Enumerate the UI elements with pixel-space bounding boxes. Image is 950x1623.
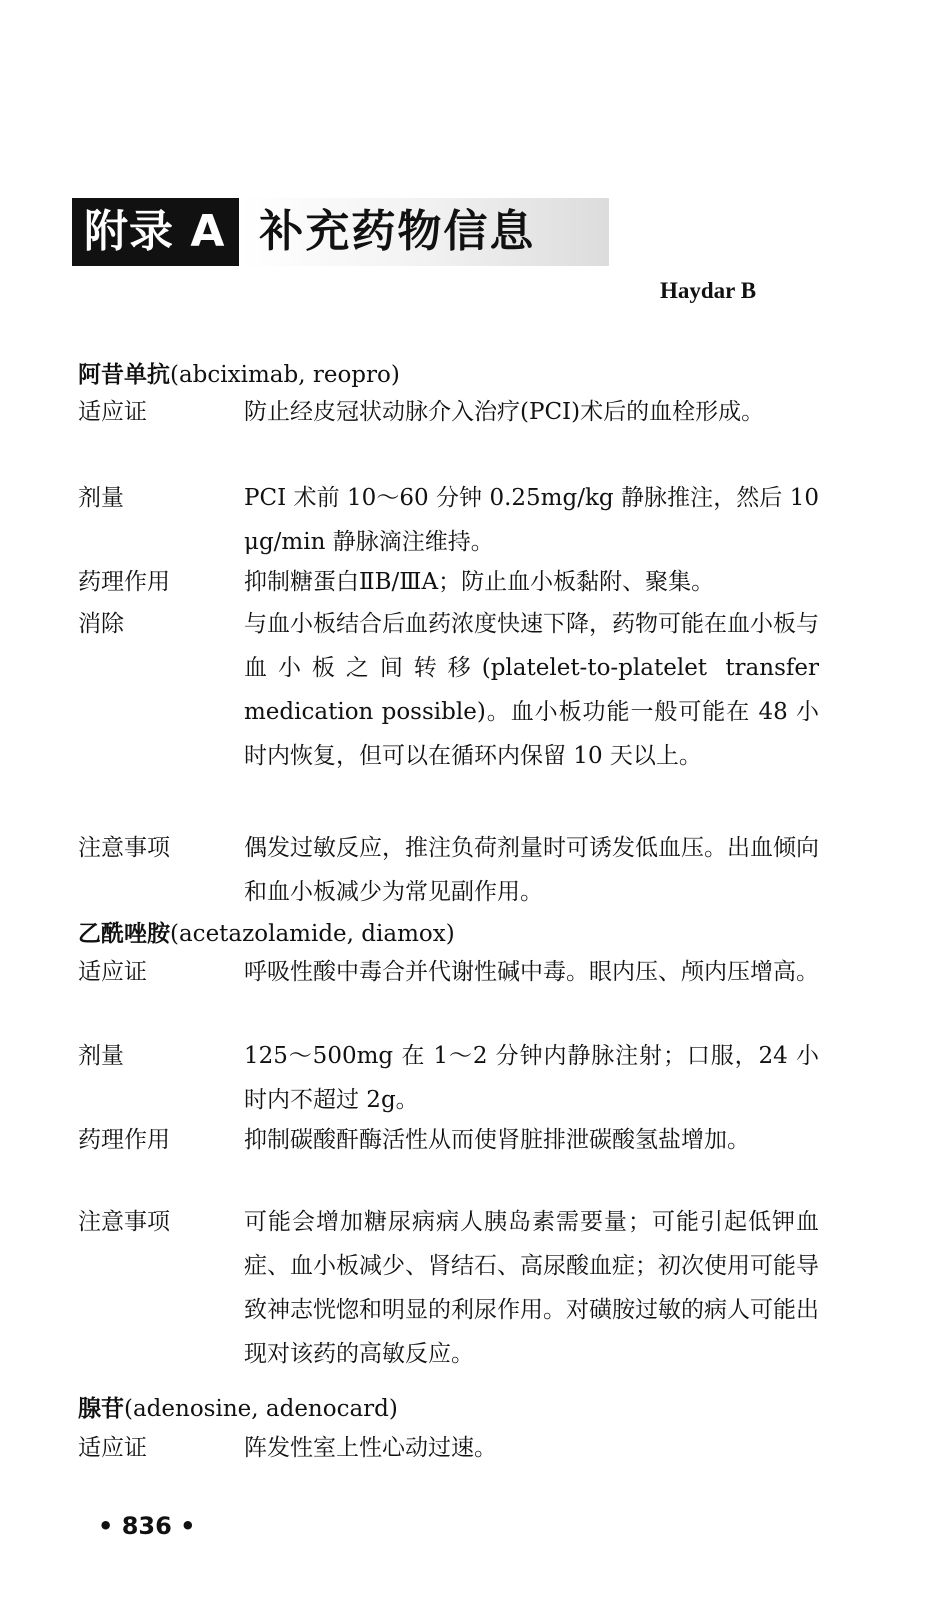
- field-text: 抑制碳酸酐酶活性从而使肾脏排泄碳酸氢盐增加。: [244, 1127, 750, 1153]
- drug-heading: [78, 915, 455, 948]
- field-text: 偶发过敏反应，推注负荷剂量时可诱发低血压。出血倾向和血小板减少为常见副作用。: [244, 835, 819, 905]
- field-text: 阵发性室上性心动过速。: [244, 1435, 497, 1461]
- drug-name-en: (adenosine, adenocard): [124, 1396, 398, 1422]
- field-label: 适应证: [78, 959, 147, 985]
- field-text: 呼吸性酸中毒合并代谢性碱中毒。眼内压、颅内压增高。: [244, 959, 819, 985]
- field-text: 与血小板结合后血药浓度快速下降，药物可能在血小板与血小板之间转移(platelet-to-platelet transfer medication possible)。血小板功能一般可能在 48 小时内恢复，但可以在循环内保留 10 天以上。: [244, 611, 819, 769]
- drug-name-en: (acetazolamide, diamox): [170, 921, 455, 947]
- field-label: 剂量: [78, 485, 124, 511]
- drug-name-cn: 腺苷: [78, 1396, 124, 1422]
- field-label: 剂量: [78, 1043, 124, 1069]
- drug-heading: [78, 1390, 398, 1423]
- field-text: 可能会增加糖尿病病人胰岛素需要量；可能引起低钾血症、血小板减少、肾结石、高尿酸血症；初次使用可能导致神志恍惚和明显的利尿作用。对磺胺过敏的病人可能出现对该药的高敏反应。: [244, 1209, 819, 1367]
- chapter-title: 补充药物信息: [239, 198, 609, 266]
- drug-heading: [78, 356, 400, 389]
- chapter-label: 附录 A: [72, 198, 239, 266]
- field-label: 适应证: [78, 399, 147, 425]
- field-label: 适应证: [78, 1435, 147, 1461]
- field-label: 药理作用: [78, 1127, 170, 1153]
- author: Haydar B: [660, 278, 757, 303]
- field-text: 防止经皮冠状动脉介入治疗(PCI)术后的血栓形成。: [244, 399, 765, 425]
- field-label: 消除: [78, 611, 124, 637]
- drug-name-cn: 阿昔单抗: [78, 362, 170, 388]
- drug-name-cn: 乙酰唑胺: [78, 921, 170, 947]
- field-label: 注意事项: [78, 835, 170, 861]
- field-text: 125～500mg 在 1～2 分钟内静脉注射；口服，24 小时内不超过 2g。: [244, 1043, 819, 1113]
- drug-name-en: (abciximab, reopro): [170, 362, 400, 388]
- field-label: 药理作用: [78, 569, 170, 595]
- field-text: 抑制糖蛋白ⅡB/ⅢA；防止血小板黏附、聚集。: [244, 569, 715, 595]
- chapter-header: [72, 198, 609, 266]
- page-number: • 836 •: [98, 1512, 196, 1540]
- field-label: 注意事项: [78, 1209, 170, 1235]
- field-text: PCI 术前 10～60 分钟 0.25mg/kg 静脉推注，然后 10 μg/min 静脉滴注维持。: [244, 485, 819, 555]
